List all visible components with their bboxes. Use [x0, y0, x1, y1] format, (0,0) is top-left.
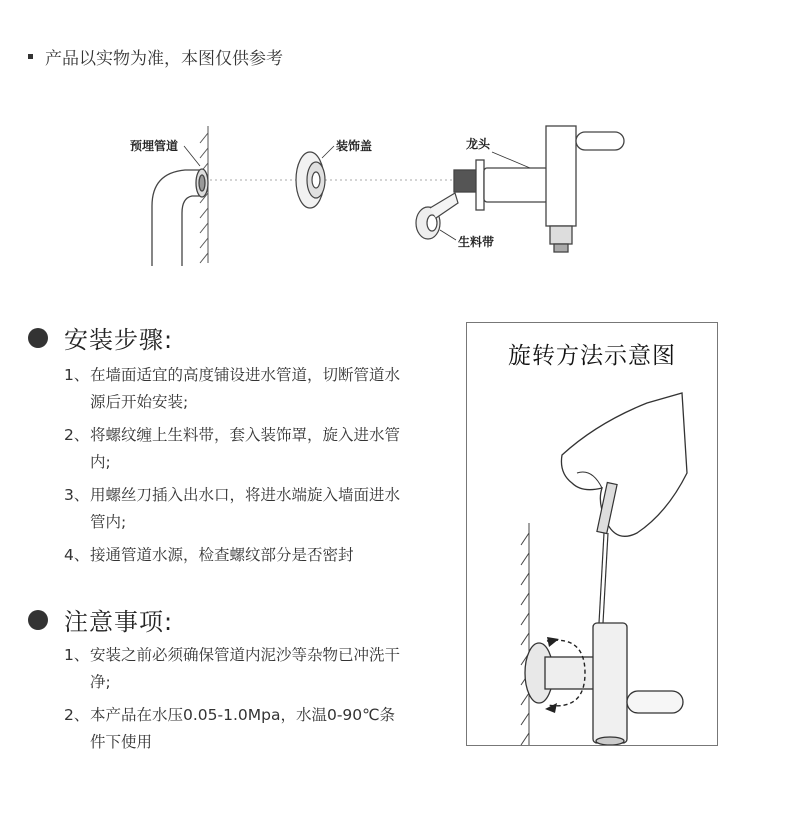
rotation-diagram-panel	[466, 322, 718, 746]
list-item: 3、 用螺丝刀插入出水口，将进水端旋入墙面进水管内;	[64, 486, 401, 531]
decorative-cover	[296, 152, 325, 208]
arrow-head-icon	[547, 637, 559, 647]
install-section-title: 安装步骤:	[64, 326, 174, 354]
section-bullet-icon	[28, 328, 48, 348]
list-item: 4、 接通管道水源，检查螺纹部分是否密封	[64, 546, 354, 564]
hand	[561, 393, 687, 536]
teflon-tape	[416, 193, 458, 239]
install-steps-list	[64, 362, 409, 575]
list-item: 2、 本产品在水压0.05-1.0Mpa，水温0-90℃条件下使用	[64, 706, 396, 751]
rotation-illustration	[467, 373, 717, 745]
list-item: 1、 在墙面适宜的高度铺设进水管道，切断管道水源后开始安装;	[64, 366, 401, 411]
install-section-header	[28, 320, 173, 355]
notice-list	[64, 642, 409, 762]
label-cover: 装饰盖	[336, 139, 373, 153]
disclaimer-note	[28, 44, 283, 69]
disclaimer-text: 产品以实物为准，本图仅供参考	[45, 49, 283, 69]
notice-section-title: 注意事项:	[64, 608, 174, 636]
wall	[521, 523, 529, 745]
label-pipe: 预埋管道	[130, 139, 179, 153]
arrow-head-icon	[545, 703, 557, 713]
label-faucet: 龙头	[466, 137, 491, 151]
rotation-diagram-title: 旋转方法示意图	[508, 343, 676, 369]
list-item: 1、 安装之前必须确保管道内泥沙等杂物已冲洗干净;	[64, 646, 401, 691]
section-bullet-icon	[28, 610, 48, 630]
notice-section-header	[28, 602, 173, 637]
bullet-icon	[28, 54, 33, 59]
installation-diagram	[110, 118, 670, 278]
label-tape: 生料带	[458, 235, 495, 249]
list-item: 2、 将螺纹缠上生料带，套入装饰罩，旋入进水管内;	[64, 426, 401, 471]
embedded-pipe	[152, 169, 208, 266]
